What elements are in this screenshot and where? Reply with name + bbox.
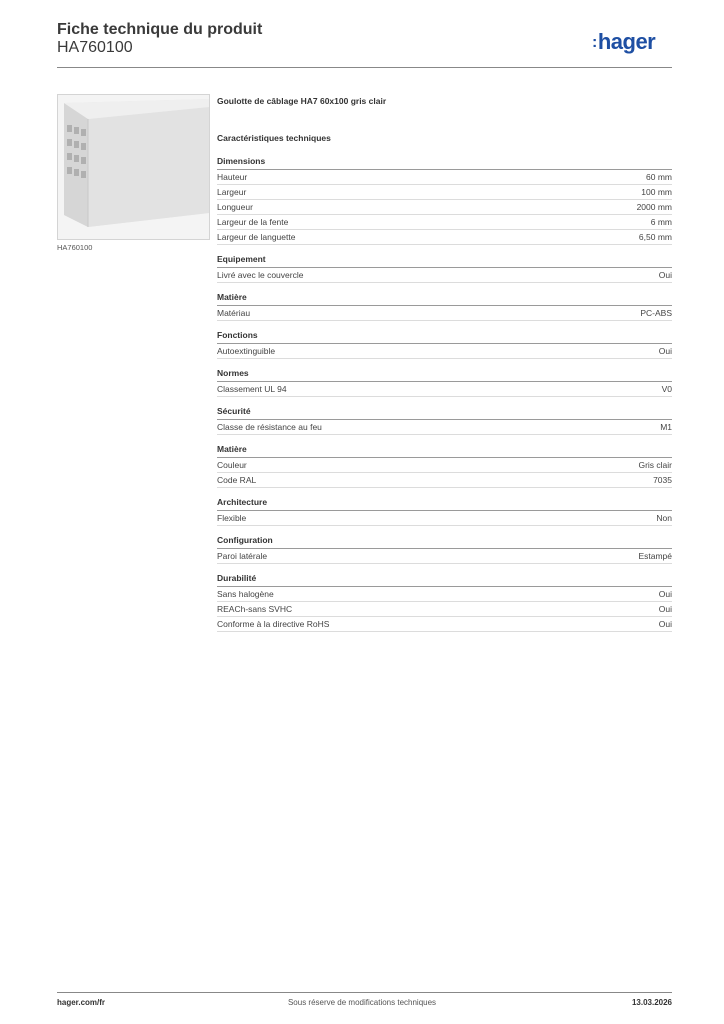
spec-section xyxy=(217,254,672,283)
spec-value: 6,50 mm xyxy=(638,232,672,242)
spec-label: Livré avec le couvercle xyxy=(217,270,304,280)
spec-value: Oui xyxy=(658,604,672,614)
spec-row xyxy=(217,170,672,185)
section-title: Normes xyxy=(217,368,672,382)
spec-sections xyxy=(217,156,672,632)
section-title: Architecture xyxy=(217,497,672,511)
spec-value: Oui xyxy=(658,589,672,599)
header-divider xyxy=(57,67,672,68)
spec-label: Flexible xyxy=(217,513,247,523)
spec-label: Couleur xyxy=(217,460,247,470)
spec-row xyxy=(217,382,672,397)
spec-label: Paroi latérale xyxy=(217,551,268,561)
spec-value: 100 mm xyxy=(641,187,672,197)
spec-row xyxy=(217,200,672,215)
spec-value: 7035 xyxy=(653,475,672,485)
spec-section xyxy=(217,292,672,321)
spec-value: Oui xyxy=(658,270,672,280)
characteristics-title: Caractéristiques techniques xyxy=(217,133,331,143)
product-image-caption: HA760100 xyxy=(57,243,93,252)
hager-logo xyxy=(592,29,655,55)
spec-value: Estampé xyxy=(638,551,672,561)
product-image xyxy=(57,94,210,240)
spec-row xyxy=(217,617,672,632)
spec-value: 2000 mm xyxy=(636,202,672,212)
cable-duct-illustration-icon xyxy=(58,95,209,239)
logo-colon-icon: : xyxy=(592,34,597,51)
spec-row xyxy=(217,230,672,245)
spec-value: M1 xyxy=(660,422,672,432)
spec-section xyxy=(217,497,672,526)
spec-section xyxy=(217,156,672,245)
spec-value: 6 mm xyxy=(650,217,672,227)
spec-section xyxy=(217,368,672,397)
spec-row xyxy=(217,215,672,230)
section-title: Dimensions xyxy=(217,156,672,170)
spec-label: Matériau xyxy=(217,308,251,318)
section-title: Matière xyxy=(217,444,672,458)
spec-label: Sans halogène xyxy=(217,589,274,599)
spec-row xyxy=(217,511,672,526)
spec-row xyxy=(217,185,672,200)
spec-value: Oui xyxy=(658,346,672,356)
footer-date: 13.03.2026 xyxy=(631,998,672,1007)
spec-row xyxy=(217,473,672,488)
spec-label: Autoextinguible xyxy=(217,346,276,356)
spec-row xyxy=(217,549,672,564)
footer-notice: Sous réserve de modifications techniques xyxy=(287,998,437,1007)
section-title: Configuration xyxy=(217,535,672,549)
spec-label: Conforme à la directive RoHS xyxy=(217,619,330,629)
spec-row xyxy=(217,587,672,602)
spec-label: Largeur de languette xyxy=(217,232,296,242)
section-title: Matière xyxy=(217,292,672,306)
spec-value: Oui xyxy=(658,619,672,629)
spec-value: V0 xyxy=(661,384,672,394)
spec-label: REACh-sans SVHC xyxy=(217,604,293,614)
spec-section xyxy=(217,573,672,632)
section-title: Equipement xyxy=(217,254,672,268)
spec-label: Classe de résistance au feu xyxy=(217,422,322,432)
spec-row xyxy=(217,268,672,283)
page-title: Fiche technique du produit xyxy=(57,21,263,38)
spec-section xyxy=(217,444,672,488)
spec-section xyxy=(217,406,672,435)
product-reference: HA760100 xyxy=(57,39,133,56)
spec-label: Hauteur xyxy=(217,172,248,182)
spec-label: Classement UL 94 xyxy=(217,384,287,394)
spec-label: Largeur xyxy=(217,187,247,197)
spec-row xyxy=(217,306,672,321)
spec-row xyxy=(217,420,672,435)
spec-section xyxy=(217,535,672,564)
spec-section xyxy=(217,330,672,359)
specifications xyxy=(217,96,672,641)
spec-value: Non xyxy=(656,513,672,523)
section-title: Sécurité xyxy=(217,406,672,420)
spec-label: Code RAL xyxy=(217,475,257,485)
footer-website: hager.com/fr xyxy=(57,998,106,1007)
spec-row xyxy=(217,344,672,359)
spec-value: 60 mm xyxy=(646,172,672,182)
spec-value: PC-ABS xyxy=(640,308,672,318)
spec-row xyxy=(217,602,672,617)
logo-text: hager xyxy=(597,29,656,54)
section-title: Durabilité xyxy=(217,573,672,587)
section-title: Fonctions xyxy=(217,330,672,344)
spec-value: Gris clair xyxy=(638,460,672,470)
spec-label: Longueur xyxy=(217,202,253,212)
footer-divider xyxy=(57,992,672,993)
product-name: Goulotte de câblage HA7 60x100 gris clair xyxy=(217,96,387,106)
spec-label: Largeur de la fente xyxy=(217,217,289,227)
spec-row xyxy=(217,458,672,473)
